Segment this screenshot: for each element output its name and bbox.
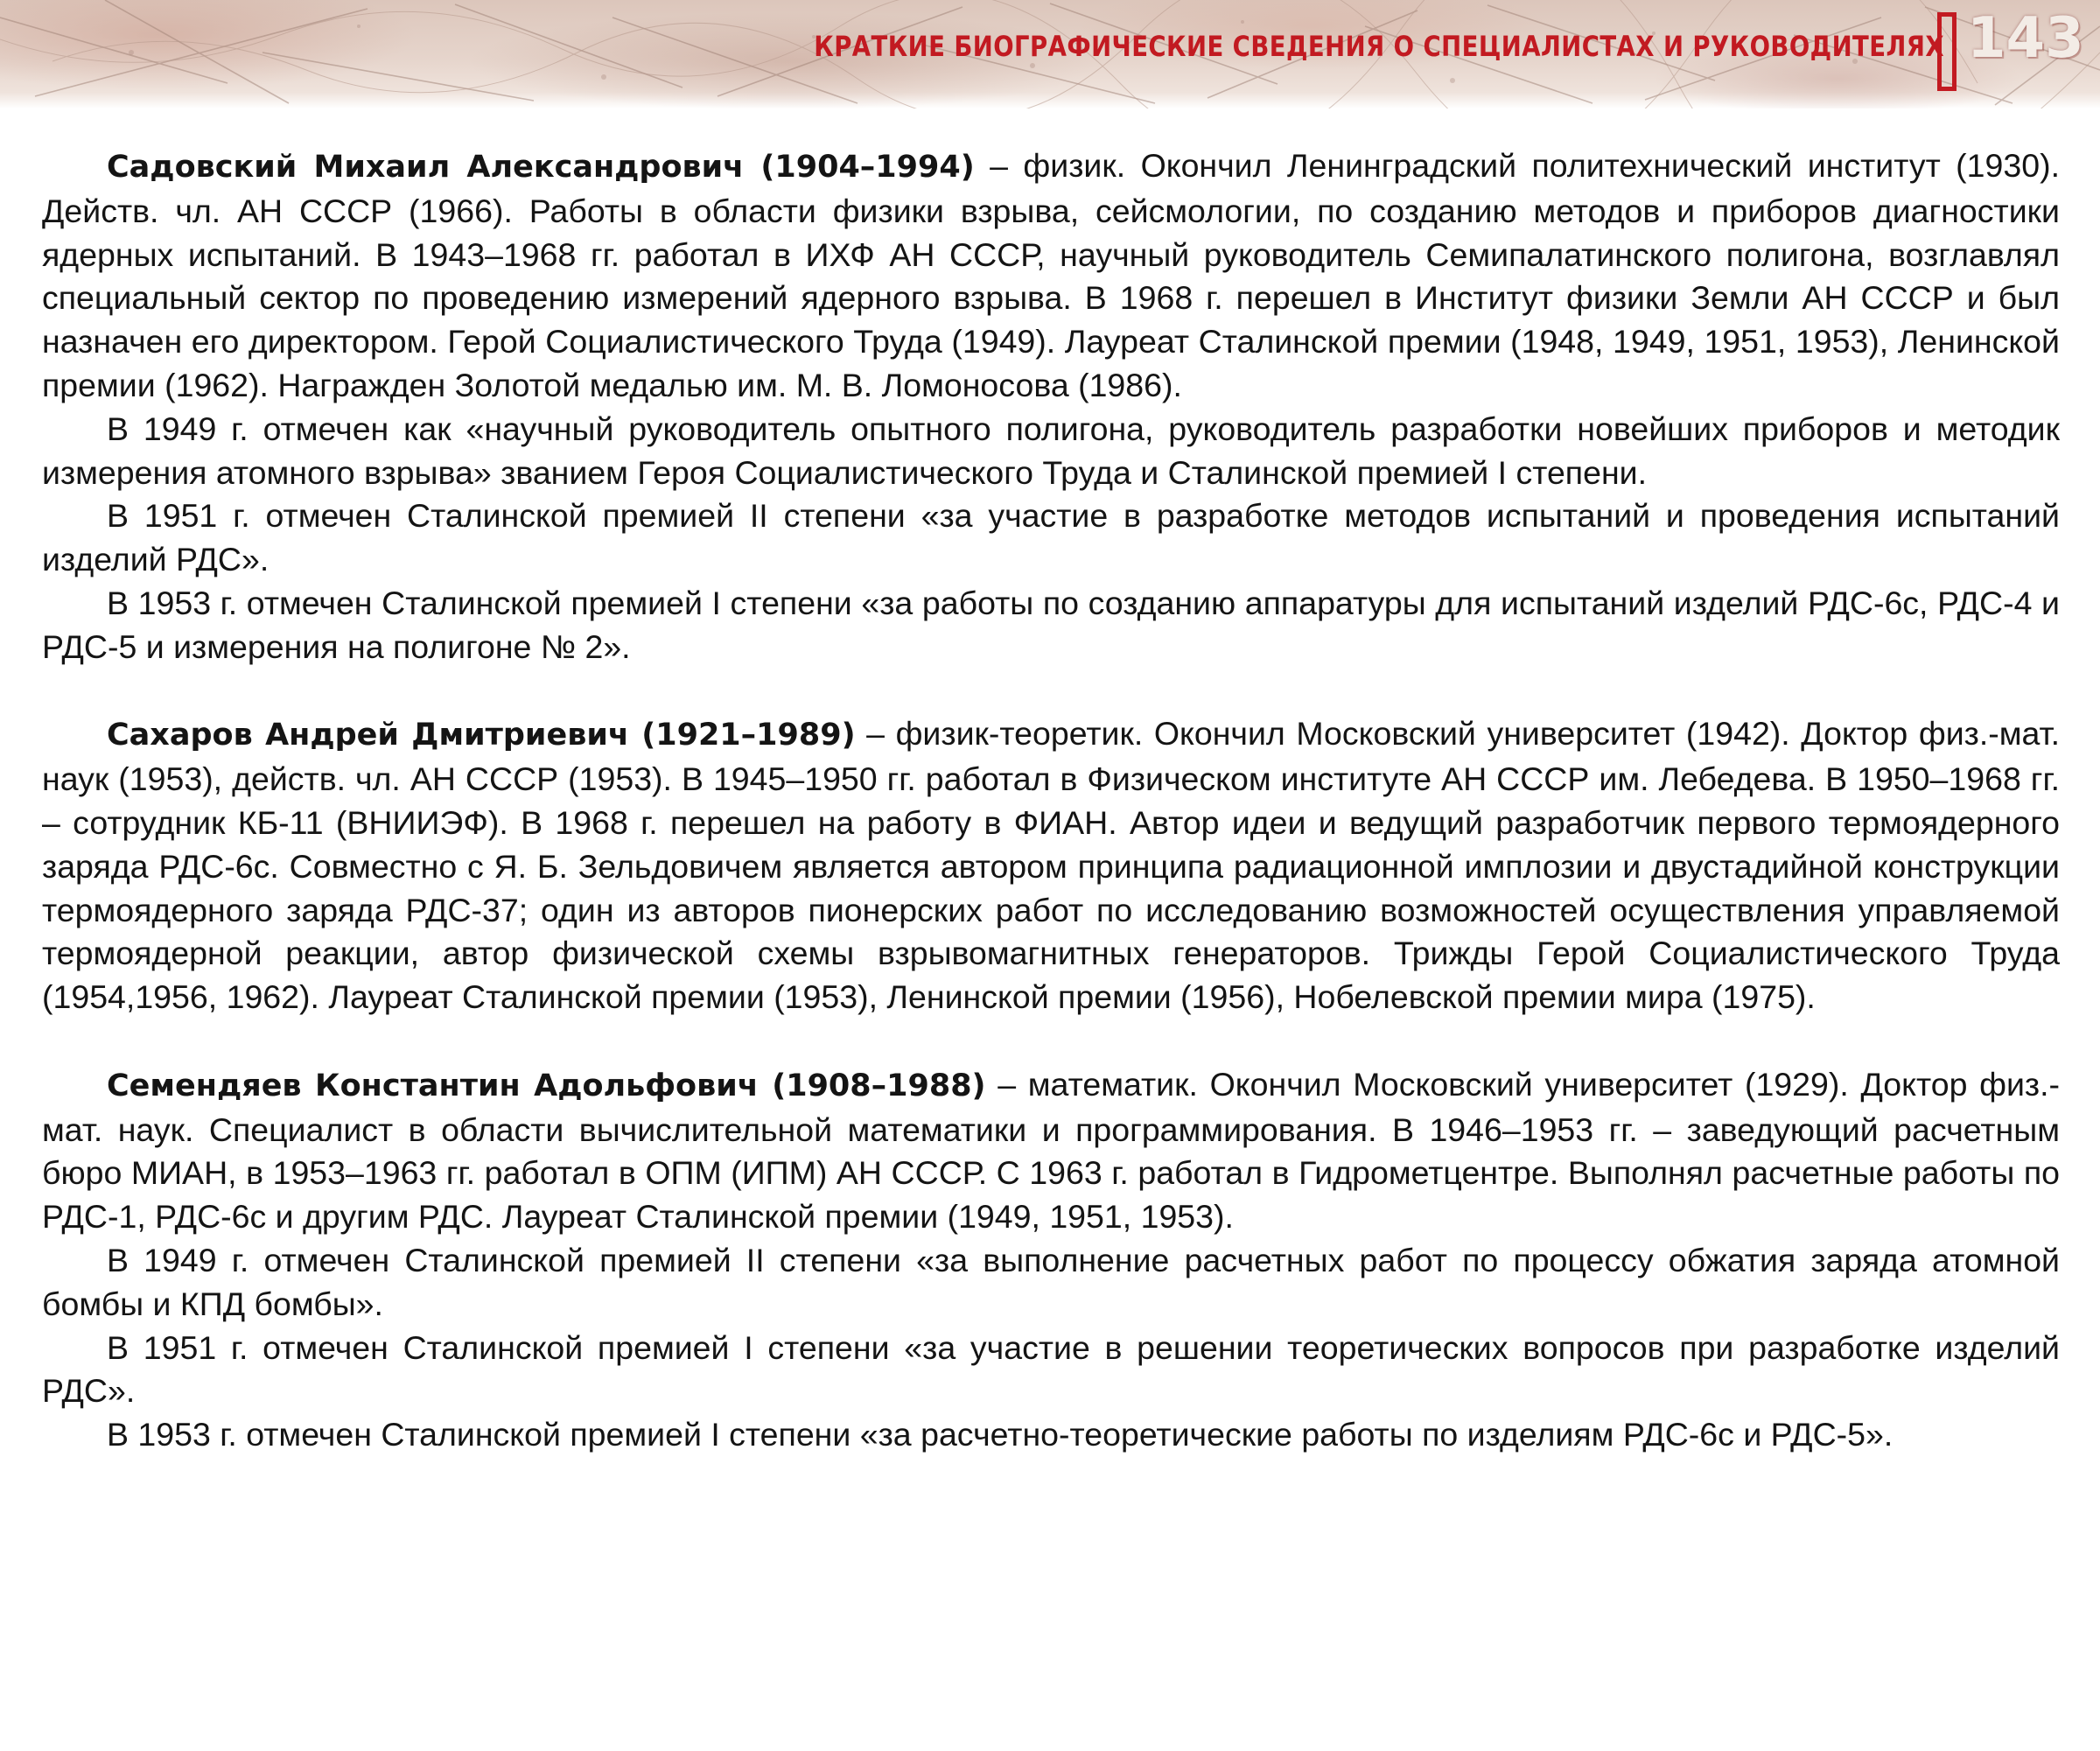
page-number: 143 bbox=[1967, 6, 2084, 71]
award-paragraph: В 1953 г. отмечен Сталинской премией I степени «за работы по созданию аппаратуры для испытаний изделий РДС-6с, РДС-4 и РДС-5 и измерения на полигоне № 2». bbox=[42, 584, 2060, 665]
award-paragraph: В 1953 г. отмечен Сталинской премией I степени «за расчетно-теоретические работы по изделиям РДС-6с и РДС-5». bbox=[107, 1416, 1894, 1453]
entry-intro-text: – математик. Окончил Московский университет (1929). Доктор физ.-мат. наук. Специалист в области вычислительной математики и программирования. В 1946–1953 гг. – заведующий расчетным бюро МИАН, в 1953–1963 гг. работал в ОПМ (ИПМ) АН СССР. С 1963 г. работал в Гидрометцентре. Выполнял расчетные работы по РДС-1, РДС-6с и другим РДС. Лауреат Сталинской премии (1949, 1951, 1953). bbox=[42, 1065, 2061, 1236]
award-paragraph: В 1949 г. отмечен как «научный руководитель опытного полигона, руководитель разработки новейших приборов и методик измерения атомного взрыва» званием Героя Социалистического Труда и Сталинской премией I степени. bbox=[42, 410, 2060, 491]
biography-entry-semendyaev bbox=[42, 1063, 2060, 1457]
award-paragraph: В 1951 г. отмечен Сталинской премией II степени «за участие в разработке методов испытаний и проведения испытаний изделий РДС». bbox=[42, 497, 2060, 578]
entry-intro-paragraph bbox=[42, 1063, 2060, 1239]
entry-intro-paragraph bbox=[42, 712, 2060, 1019]
page-marker-bar bbox=[1937, 12, 1956, 91]
biography-content bbox=[42, 144, 2060, 1457]
page-header bbox=[0, 0, 2100, 109]
biography-entry-sadovsky bbox=[42, 144, 2060, 669]
entry-intro-text: – физик-теоретик. Окончил Московский университет (1942). Доктор физ.-мат. наук (1953), действ. чл. АН СССР (1953). В 1945–1950 гг. работал в Физическом институте АН СССР им. Лебедева. В 1950–1968 гг. – сотрудник КБ-11 (ВНИИЭФ). В 1968 г. перешел на работу в ФИАН. Автор идеи и ведущий разработчик первого термоядерного заряда РДС-6с. Совместно с Я. Б. Зельдовичем является автором принципа радиационной имплозии и двустадийной конструкции термоядерного заряда РДС-37; один из авторов пионерских работ по исследованию возможностей осуществления управляемой термоядерной реакции, автор физической схемы взрывомагнитных генераторов. Трижды Герой Социалистического Труда (1954,1956, 1962). Лауреат Сталинской премии (1953), Ленинской премии (1956), Нобелевской премии мира (1975). bbox=[42, 715, 2060, 1016]
award-paragraph: В 1951 г. отмечен Сталинской премией I степени «за участие в решении теоретических вопросов при разработке изделий РДС». bbox=[42, 1328, 2060, 1410]
person-name: Сахаров Андрей Дмитриевич (1921–1989) bbox=[107, 718, 856, 753]
award-paragraph: В 1949 г. отмечен Сталинской премией II степени «за выполнение расчетных работ по процессу обжатия заряда атомной бомбы и КПД бомбы». bbox=[42, 1241, 2060, 1322]
biography-entry-sakharov bbox=[42, 712, 2060, 1019]
person-name: Садовский Михаил Александрович (1904–1994) bbox=[107, 150, 975, 185]
running-title: КРАТКИЕ БИОГРАФИЧЕСКИЕ СВЕДЕНИЯ О СПЕЦИАЛИСТАХ И РУКОВОДИТЕЛЯХ bbox=[814, 30, 1944, 63]
entry-intro-paragraph bbox=[42, 144, 2060, 408]
entry-intro-text: – физик. Окончил Ленинградский политехнический институт (1930). Действ. чл. АН СССР (1966). Работы в области физики взрыва, сейсмологии, по созданию методов и приборов диагностики ядерных испытаний. В 1943–1968 гг. работал в ИХФ АН СССР, научный руководитель Семипалатинского полигона, возглавлял специальный сектор по проведению измерений ядерного взрыва. В 1968 г. перешел в Институт физики Земли АН СССР и был назначен его директором. Герой Социалистического Труда (1949). Лауреат Сталинской премии (1948, 1949, 1951, 1953), Ленинской премии (1962). Награжден Золотой медалью им. М. В. Ломоносова (1986). bbox=[42, 147, 2060, 403]
person-name: Семендяев Константин Адольфович (1908–1988) bbox=[107, 1068, 986, 1103]
